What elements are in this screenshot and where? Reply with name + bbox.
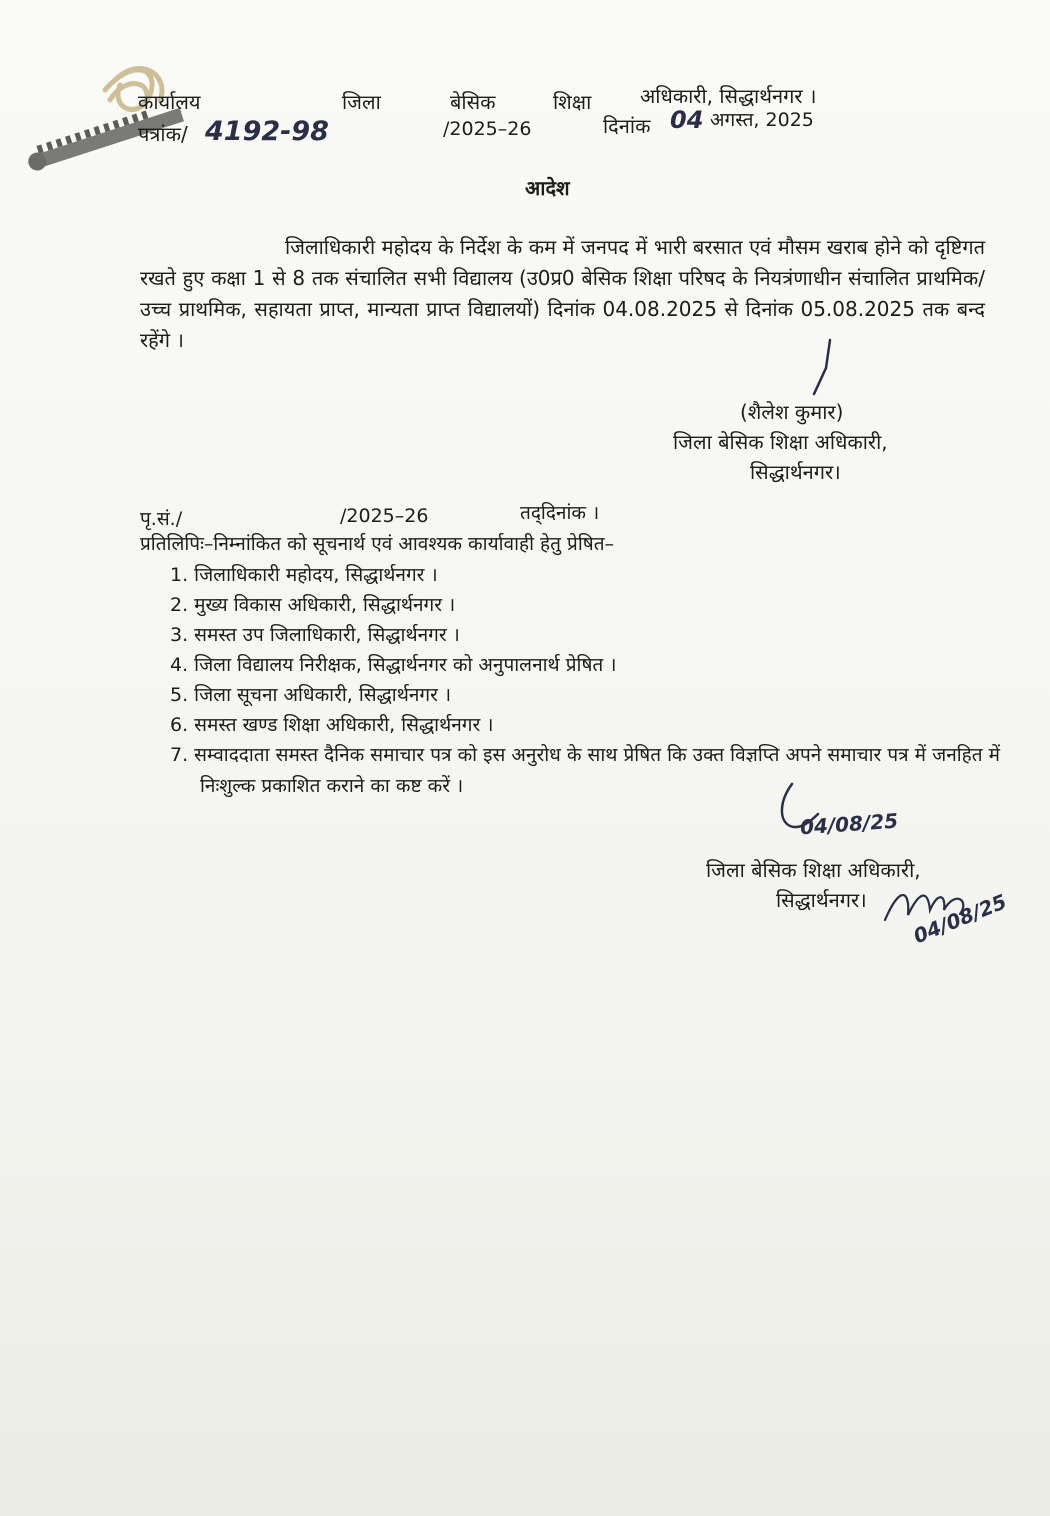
signatory-place: सिद्धार्थनगर। — [750, 460, 841, 484]
signatory-place-2: सिद्धार्थनगर। — [776, 888, 867, 912]
handwritten-date-1: 04/08/25 — [799, 808, 899, 840]
officer-place: अधिकारी, सिद्धार्थनगर । — [640, 84, 817, 108]
signatory-designation: जिला बेसिक शिक्षा अधिकारी, — [673, 430, 888, 454]
signatory-name: (शैलेश कुमार) — [740, 400, 844, 424]
signature-mark-1 — [800, 338, 840, 398]
reference-label: पृ.सं./ — [140, 508, 183, 530]
basic-word: बेसिक — [450, 90, 496, 114]
list-item: 1. जिलाधिकारी महोदय, सिद्धार्थनगर । — [170, 564, 438, 586]
list-item: 5. जिला सूचना अधिकारी, सिद्धार्थनगर । — [170, 684, 452, 706]
date-label: दिनांक — [603, 114, 651, 138]
binder-clip-icon — [10, 50, 210, 180]
list-item: 2. मुख्य विकास अधिकारी, सिद्धार्थनगर । — [170, 594, 456, 616]
list-item: 4. जिला विद्यालय निरीक्षक, सिद्धार्थनगर को अनुपालनार्थ प्रेषित । — [170, 654, 617, 676]
handwritten-date-2: 04/08/25 — [910, 889, 1010, 949]
order-title: आदेश — [525, 176, 570, 200]
list-item: 6. समस्त खण्ड शिक्षा अधिकारी, सिद्धार्थनगर । — [170, 714, 494, 736]
signatory-designation-2: जिला बेसिक शिक्षा अधिकारी, — [706, 858, 921, 882]
date-month-year: अगस्त, 2025 — [710, 109, 814, 131]
session-year: /2025–26 — [443, 118, 532, 140]
district-word: जिला — [342, 90, 381, 114]
reference-year: /2025–26 — [340, 505, 429, 527]
education-word: शिक्षा — [553, 90, 592, 114]
letter-number-handwritten: 4192-98 — [205, 116, 329, 147]
reference-date: तद्‌दिनांक । — [520, 502, 600, 524]
date-day-handwritten: 04 — [670, 106, 704, 134]
office-label: कार्यालय — [138, 90, 201, 114]
list-item: 7. सम्वाददाता समस्त दैनिक समाचार पत्र को इस अनुरोध के साथ प्रेषित कि उक्त विज्ञप्ति अपने समाचार पत्र में जनहित में निःशुल्क प्रकाशित कराने का कष्ट करें । — [170, 744, 1000, 797]
copy-intro: प्रतिलिपिः–निम्नांकित को सूचनार्थ एवं आवश्यक कार्यावाही हेतु प्रेषित– — [140, 533, 615, 555]
letter-number-label: पत्रांक/ — [138, 122, 188, 146]
list-item: 3. समस्त उप जिलाधिकारी, सिद्धार्थनगर । — [170, 624, 460, 646]
copy-list — [170, 560, 1000, 802]
order-body: जिलाधिकारी महोदय के निर्देश के कम में जनपद में भारी बरसात एवं मौसम खराब होने को दृष्टिगत रखते हुए कक्षा 1 से 8 तक संचालित सभी विद्यालय (उ0प्र0 बेसिक शिक्षा परिषद के नियत्रंणाधीन संचालित प्राथमिक/उच्च प्राथमिक, सहायता प्राप्त, मान्यता प्राप्त विद्यालयों) दिनांक 04.08.2025 से दिनांक 05.08.2025 तक बन्द रहेंगे । — [140, 235, 985, 352]
